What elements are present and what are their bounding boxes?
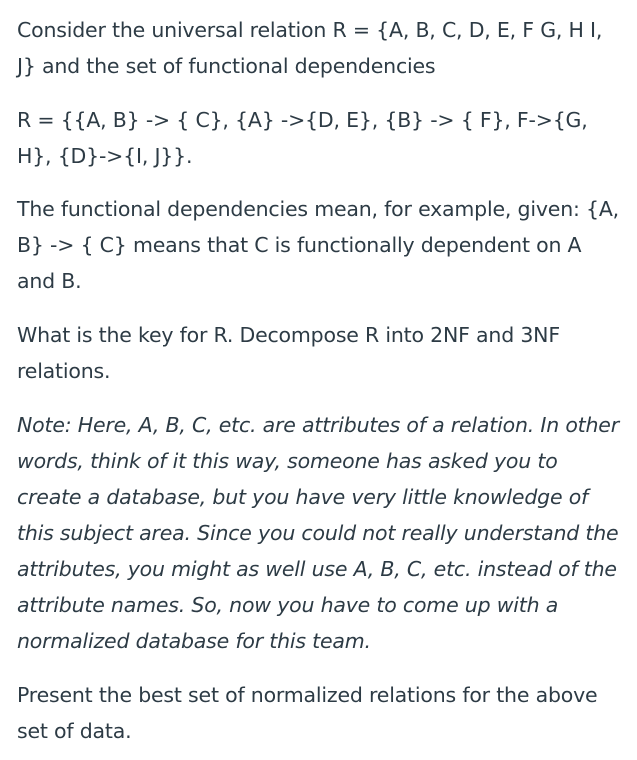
intro-paragraph: Consider the universal relation R = {A, B, C, D, E, F G, H I, J} and the set of functional dependencies — [17, 18, 603, 78]
closing-paragraph: Present the best set of normalized relations for the above set of data. — [17, 683, 598, 743]
task-paragraph: What is the key for R. Decompose R into 2NF and 3NF relations. — [17, 323, 560, 383]
explanation-paragraph: The functional dependencies mean, for example, given: {A, B} -> { C} means that C is functionally dependent on A and B. — [17, 197, 619, 293]
functional-dependencies-paragraph: R = {{A, B} -> { C}, {A} ->{D, E}, {B} -> { F}, F->{G, H}, {D}->{I, J}}. — [17, 108, 588, 168]
note-paragraph: Note: Here, A, B, C, etc. are attributes of a relation. In other words, think of it this way, someone has asked you to create a database, but you have very little knowledge of this subject area. Since you could not really understand the attributes, you might as well use A, B, C, etc. instead of the attribute names. So, now you have to come up with a normalized database for this team. — [17, 413, 619, 653]
